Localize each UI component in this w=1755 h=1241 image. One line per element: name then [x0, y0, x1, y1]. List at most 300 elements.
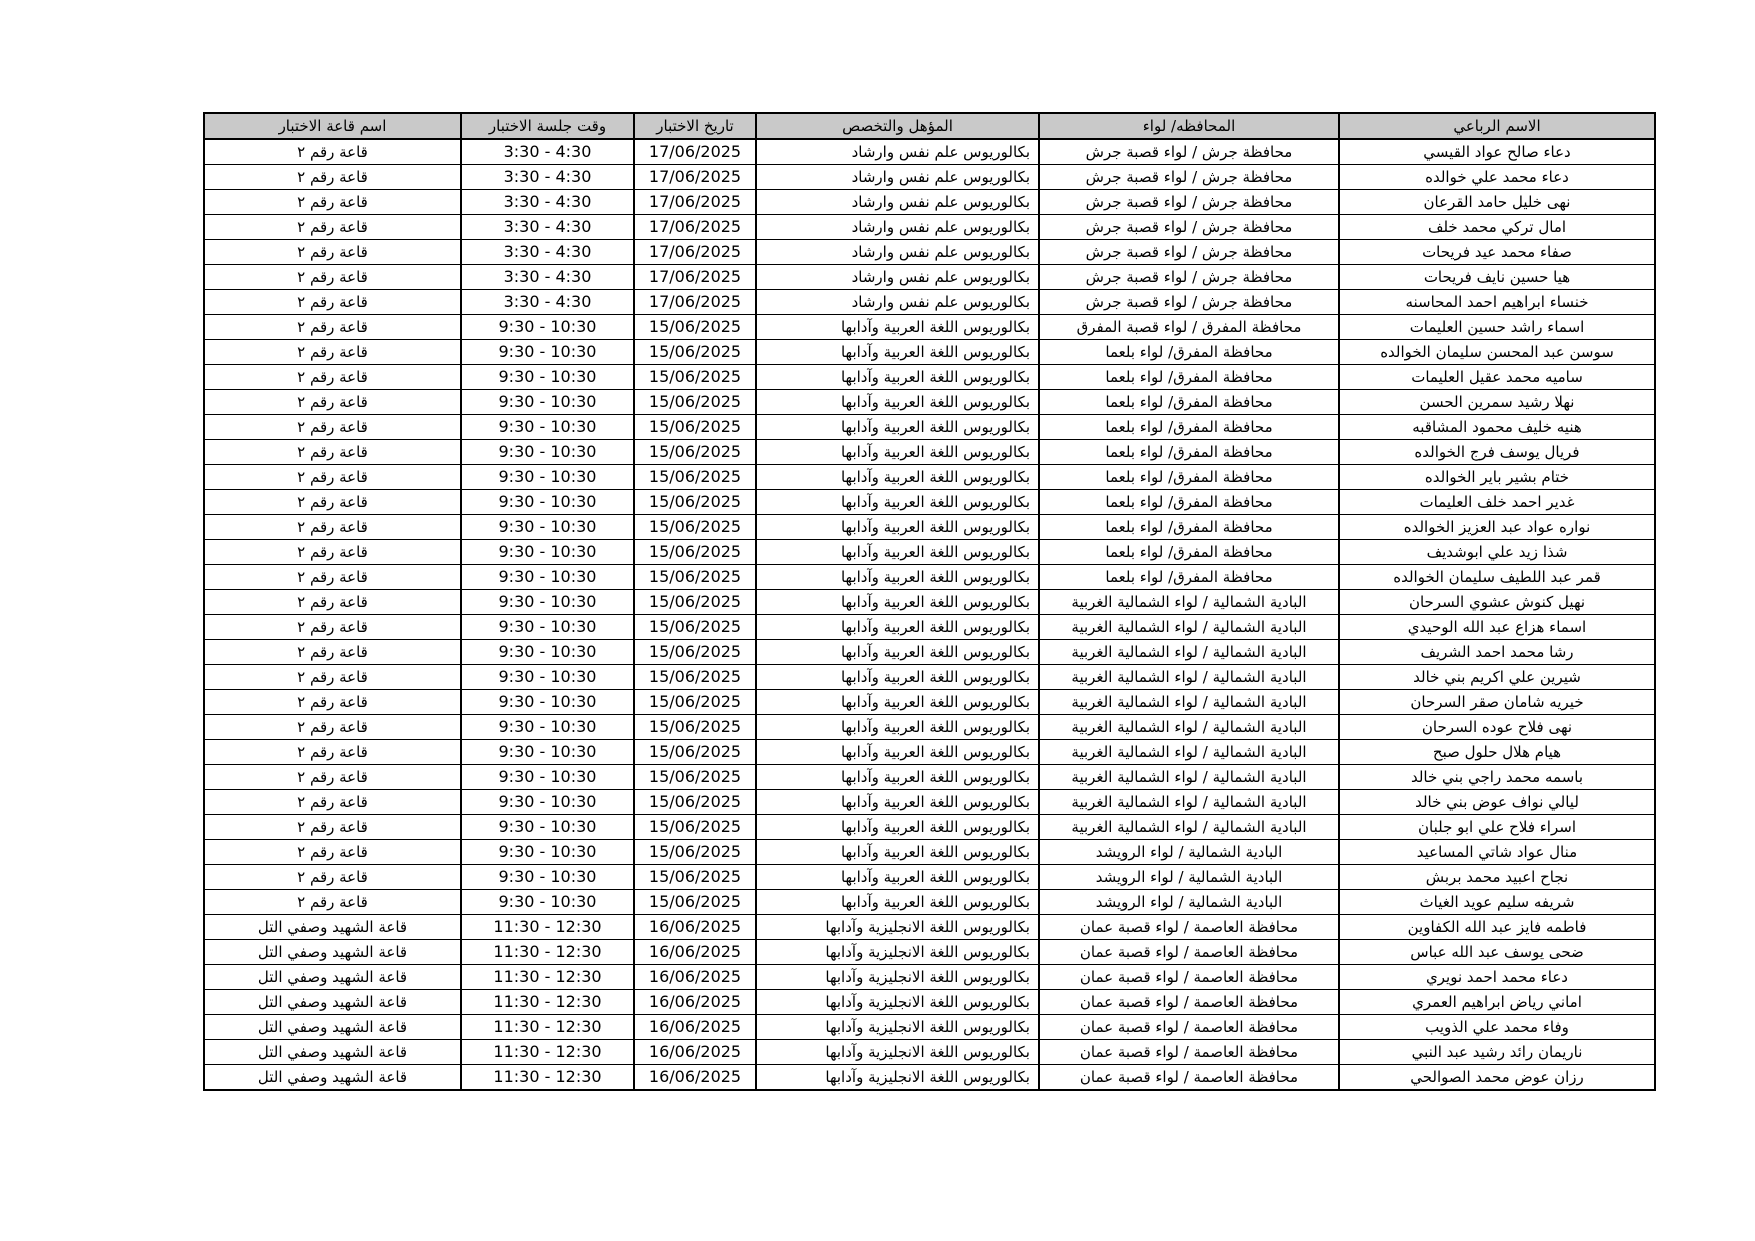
cell-governorate-text: محافظة جرش / لواء قصبة جرش — [1085, 218, 1293, 236]
cell-name-text: وفاء محمد علي الذويب — [1425, 1018, 1569, 1036]
cell-date-text: 15/06/2025 — [648, 567, 742, 586]
cell-room-text: قاعة رقم ٢ — [297, 643, 368, 661]
cell-name — [1339, 865, 1655, 890]
cell-specialty — [756, 1040, 1039, 1065]
cell-specialty-text: بكالوريوس اللغة العربية وآدابها — [840, 493, 1030, 511]
cell-governorate — [1039, 390, 1339, 415]
cell-governorate-text: محافظة المفرق/ لواء بلعما — [1105, 368, 1273, 386]
cell-name — [1339, 190, 1655, 215]
header-room: اسم قاعة الاختبار — [204, 113, 461, 139]
cell-time — [461, 465, 634, 490]
table-row — [204, 915, 1655, 940]
cell-date-text: 17/06/2025 — [648, 217, 742, 236]
cell-time — [461, 1040, 634, 1065]
cell-time-text: 9:30 - 10:30 — [498, 317, 597, 336]
cell-name — [1339, 840, 1655, 865]
cell-date-text: 15/06/2025 — [648, 467, 742, 486]
cell-date — [634, 790, 756, 815]
cell-specialty-text: بكالوريوس علم نفس وارشاد — [851, 218, 1030, 236]
table-row — [204, 865, 1655, 890]
cell-date — [634, 139, 756, 165]
cell-time — [461, 340, 634, 365]
cell-room-text: قاعة رقم ٢ — [297, 768, 368, 786]
table-row — [204, 790, 1655, 815]
cell-time — [461, 565, 634, 590]
cell-name-text: ليالي نواف عوض بني خالد — [1415, 793, 1579, 811]
cell-time-text: 9:30 - 10:30 — [498, 492, 597, 511]
cell-time — [461, 665, 634, 690]
cell-governorate-text: البادية الشمالية / لواء الشمالية الغربية — [1071, 668, 1307, 686]
table-row — [204, 990, 1655, 1015]
cell-date — [634, 240, 756, 265]
table-row — [204, 540, 1655, 565]
cell-specialty-text: بكالوريوس اللغة العربية وآدابها — [840, 768, 1030, 786]
cell-governorate-text: محافظة العاصمة / لواء قصبة عمان — [1079, 993, 1299, 1011]
cell-room-text: قاعة الشهيد وصفي التل — [257, 1043, 408, 1061]
cell-specialty — [756, 790, 1039, 815]
cell-time — [461, 690, 634, 715]
cell-name-text: نهى فلاح عوده السرحان — [1421, 718, 1573, 736]
cell-governorate — [1039, 690, 1339, 715]
cell-time-text: 11:30 - 12:30 — [493, 942, 602, 961]
cell-time — [461, 765, 634, 790]
exam-schedule-table — [203, 112, 1656, 1091]
cell-name — [1339, 565, 1655, 590]
cell-date — [634, 540, 756, 565]
cell-governorate — [1039, 515, 1339, 540]
cell-time-text: 9:30 - 10:30 — [498, 867, 597, 886]
cell-specialty-text: بكالوريوس علم نفس وارشاد — [851, 293, 1030, 311]
cell-name — [1339, 765, 1655, 790]
cell-name-text: دعاء محمد احمد نويري — [1426, 968, 1568, 986]
cell-governorate-text: البادية الشمالية / لواء الرويشد — [1095, 868, 1283, 886]
table-row — [204, 615, 1655, 640]
cell-date-text: 15/06/2025 — [648, 842, 742, 861]
cell-time-text: 3:30 - 4:30 — [503, 217, 592, 236]
cell-specialty-text: بكالوريوس علم نفس وارشاد — [851, 168, 1030, 186]
cell-governorate — [1039, 290, 1339, 315]
cell-name-text: اسماء راشد حسين العليمات — [1409, 318, 1585, 336]
cell-governorate — [1039, 165, 1339, 190]
cell-room-text: قاعة رقم ٢ — [297, 568, 368, 586]
cell-date-text: 15/06/2025 — [648, 492, 742, 511]
cell-governorate — [1039, 415, 1339, 440]
cell-date-text: 15/06/2025 — [648, 367, 742, 386]
cell-specialty — [756, 665, 1039, 690]
cell-specialty-text: بكالوريوس اللغة العربية وآدابها — [840, 518, 1030, 536]
cell-name — [1339, 665, 1655, 690]
cell-name-text: رزان عوض محمد الصوالحي — [1410, 1068, 1584, 1086]
cell-date-text: 17/06/2025 — [648, 267, 742, 286]
cell-room-text: قاعة رقم ٢ — [297, 793, 368, 811]
cell-date-text: 16/06/2025 — [648, 967, 742, 986]
cell-time — [461, 515, 634, 540]
cell-name-text: باسمه محمد راجي بني خالد — [1410, 768, 1584, 786]
cell-governorate — [1039, 840, 1339, 865]
cell-date — [634, 990, 756, 1015]
cell-room-text: قاعة رقم ٢ — [297, 143, 368, 161]
cell-name — [1339, 240, 1655, 265]
cell-room-text: قاعة رقم ٢ — [297, 718, 368, 736]
cell-room — [204, 1015, 461, 1040]
cell-name-text: خيريه شامان صقر السرحان — [1410, 693, 1584, 711]
cell-governorate-text: محافظة المفرق/ لواء بلعما — [1105, 568, 1273, 586]
cell-name — [1339, 715, 1655, 740]
cell-date — [634, 665, 756, 690]
cell-date-text: 16/06/2025 — [648, 1017, 742, 1036]
cell-name-text: ناريمان رائد رشيد عبد النبي — [1411, 1043, 1583, 1061]
cell-time-text: 9:30 - 10:30 — [498, 742, 597, 761]
cell-name — [1339, 790, 1655, 815]
cell-date — [634, 865, 756, 890]
cell-specialty-text: بكالوريوس اللغة العربية وآدابها — [840, 468, 1030, 486]
cell-room — [204, 415, 461, 440]
cell-room-text: قاعة رقم ٢ — [297, 743, 368, 761]
cell-specialty-text: بكالوريوس علم نفس وارشاد — [851, 193, 1030, 211]
cell-governorate — [1039, 490, 1339, 515]
cell-room-text: قاعة رقم ٢ — [297, 618, 368, 636]
cell-room — [204, 915, 461, 940]
cell-time — [461, 615, 634, 640]
cell-room-text: قاعة الشهيد وصفي التل — [257, 993, 408, 1011]
cell-date-text: 15/06/2025 — [648, 617, 742, 636]
table-row — [204, 1015, 1655, 1040]
cell-date — [634, 965, 756, 990]
cell-time — [461, 865, 634, 890]
cell-time-text: 9:30 - 10:30 — [498, 667, 597, 686]
cell-governorate — [1039, 215, 1339, 240]
cell-date — [634, 465, 756, 490]
table-row — [204, 515, 1655, 540]
table-row — [204, 215, 1655, 240]
cell-room — [204, 440, 461, 465]
cell-governorate — [1039, 965, 1339, 990]
cell-date-text: 15/06/2025 — [648, 317, 742, 336]
cell-time — [461, 165, 634, 190]
cell-governorate — [1039, 365, 1339, 390]
cell-specialty — [756, 165, 1039, 190]
cell-specialty — [756, 940, 1039, 965]
table-row — [204, 590, 1655, 615]
cell-time — [461, 840, 634, 865]
cell-time — [461, 390, 634, 415]
cell-governorate-text: محافظة جرش / لواء قصبة جرش — [1085, 268, 1293, 286]
cell-governorate — [1039, 1065, 1339, 1091]
cell-specialty — [756, 190, 1039, 215]
cell-room — [204, 565, 461, 590]
cell-name-text: قمر عبد اللطيف سليمان الخوالده — [1393, 568, 1601, 586]
table-row — [204, 165, 1655, 190]
cell-name-text: صفاء محمد عيد فريحات — [1422, 243, 1572, 261]
cell-time — [461, 440, 634, 465]
cell-specialty — [756, 690, 1039, 715]
cell-time-text: 9:30 - 10:30 — [498, 767, 597, 786]
header-time: وقت جلسة الاختبار — [461, 113, 634, 139]
table-header — [204, 113, 1655, 139]
table-row — [204, 765, 1655, 790]
cell-specialty — [756, 290, 1039, 315]
cell-specialty — [756, 390, 1039, 415]
cell-room — [204, 265, 461, 290]
cell-time — [461, 265, 634, 290]
cell-date-text: 15/06/2025 — [648, 542, 742, 561]
header-date: تاريخ الاختبار — [634, 113, 756, 139]
table-row — [204, 415, 1655, 440]
cell-governorate-text: البادية الشمالية / لواء الشمالية الغربية — [1071, 718, 1307, 736]
cell-date — [634, 290, 756, 315]
cell-name-text: دعاء صالح عواد القيسي — [1423, 143, 1571, 161]
cell-specialty-text: بكالوريوس علم نفس وارشاد — [851, 243, 1030, 261]
cell-date-text: 15/06/2025 — [648, 342, 742, 361]
cell-governorate — [1039, 340, 1339, 365]
cell-name-text: ختام بشير باير الخوالده — [1424, 468, 1570, 486]
cell-governorate-text: محافظة المفرق / لواء قصبة المفرق — [1076, 318, 1302, 336]
cell-time-text: 11:30 - 12:30 — [493, 917, 602, 936]
cell-date — [634, 590, 756, 615]
cell-time — [461, 965, 634, 990]
cell-date — [634, 740, 756, 765]
cell-specialty-text: بكالوريوس اللغة العربية وآدابها — [840, 668, 1030, 686]
cell-time — [461, 1065, 634, 1091]
cell-time — [461, 139, 634, 165]
cell-specialty — [756, 540, 1039, 565]
cell-date — [634, 565, 756, 590]
cell-date-text: 15/06/2025 — [648, 517, 742, 536]
cell-name-text: اسراء فلاح علي ابو جلبان — [1418, 818, 1576, 836]
cell-date-text: 15/06/2025 — [648, 792, 742, 811]
cell-specialty — [756, 139, 1039, 165]
cell-specialty-text: بكالوريوس اللغة العربية وآدابها — [840, 693, 1030, 711]
cell-time-text: 9:30 - 10:30 — [498, 342, 597, 361]
cell-time-text: 9:30 - 10:30 — [498, 517, 597, 536]
cell-name — [1339, 990, 1655, 1015]
cell-governorate-text: البادية الشمالية / لواء الشمالية الغربية — [1071, 593, 1307, 611]
cell-room — [204, 940, 461, 965]
cell-governorate-text: البادية الشمالية / لواء الشمالية الغربية — [1071, 793, 1307, 811]
cell-governorate — [1039, 740, 1339, 765]
cell-date-text: 16/06/2025 — [648, 942, 742, 961]
cell-specialty-text: بكالوريوس اللغة العربية وآدابها — [840, 318, 1030, 336]
cell-specialty-text: بكالوريوس اللغة العربية وآدابها — [840, 543, 1030, 561]
cell-time-text: 9:30 - 10:30 — [498, 392, 597, 411]
cell-name — [1339, 465, 1655, 490]
cell-room-text: قاعة رقم ٢ — [297, 818, 368, 836]
cell-governorate — [1039, 615, 1339, 640]
cell-date — [634, 215, 756, 240]
cell-specialty — [756, 265, 1039, 290]
cell-specialty-text: بكالوريوس علم نفس وارشاد — [851, 268, 1030, 286]
cell-name-text: رشا محمد احمد الشريف — [1420, 643, 1574, 661]
cell-date — [634, 715, 756, 740]
cell-specialty — [756, 865, 1039, 890]
cell-governorate-text: محافظة العاصمة / لواء قصبة عمان — [1079, 1068, 1299, 1086]
cell-name — [1339, 915, 1655, 940]
cell-room — [204, 865, 461, 890]
cell-date — [634, 765, 756, 790]
cell-room-text: قاعة رقم ٢ — [297, 343, 368, 361]
cell-room-text: قاعة رقم ٢ — [297, 193, 368, 211]
cell-time-text: 11:30 - 12:30 — [493, 1067, 602, 1086]
cell-date — [634, 1065, 756, 1091]
table-row — [204, 565, 1655, 590]
cell-governorate — [1039, 915, 1339, 940]
cell-date-text: 17/06/2025 — [648, 242, 742, 261]
cell-time-text: 11:30 - 12:30 — [493, 967, 602, 986]
cell-room-text: قاعة رقم ٢ — [297, 893, 368, 911]
cell-governorate — [1039, 190, 1339, 215]
cell-time-text: 9:30 - 10:30 — [498, 642, 597, 661]
cell-name — [1339, 590, 1655, 615]
cell-name — [1339, 890, 1655, 915]
cell-room — [204, 165, 461, 190]
cell-governorate — [1039, 815, 1339, 840]
cell-time-text: 9:30 - 10:30 — [498, 467, 597, 486]
cell-governorate-text: البادية الشمالية / لواء الرويشد — [1095, 843, 1283, 861]
cell-specialty — [756, 965, 1039, 990]
cell-specialty — [756, 215, 1039, 240]
cell-governorate — [1039, 890, 1339, 915]
cell-room — [204, 790, 461, 815]
cell-governorate-text: البادية الشمالية / لواء الشمالية الغربية — [1071, 818, 1307, 836]
cell-governorate — [1039, 465, 1339, 490]
cell-time — [461, 790, 634, 815]
cell-name — [1339, 415, 1655, 440]
cell-name-text: هيا حسين نايف فريحات — [1423, 268, 1571, 286]
cell-specialty-text: بكالوريوس اللغة العربية وآدابها — [840, 643, 1030, 661]
cell-name — [1339, 165, 1655, 190]
cell-time-text: 3:30 - 4:30 — [503, 292, 592, 311]
cell-room — [204, 840, 461, 865]
cell-room-text: قاعة رقم ٢ — [297, 418, 368, 436]
cell-name — [1339, 940, 1655, 965]
cell-name-text: سوسن عبد المحسن سليمان الخوالده — [1380, 343, 1614, 361]
cell-time — [461, 815, 634, 840]
cell-specialty-text: بكالوريوس اللغة العربية وآدابها — [840, 418, 1030, 436]
cell-date — [634, 315, 756, 340]
cell-name — [1339, 1065, 1655, 1091]
table-body — [204, 139, 1655, 1090]
cell-governorate-text: محافظة العاصمة / لواء قصبة عمان — [1079, 943, 1299, 961]
cell-governorate-text: محافظة العاصمة / لواء قصبة عمان — [1079, 918, 1299, 936]
cell-name-text: نهى خليل حامد القرعان — [1423, 193, 1571, 211]
cell-specialty — [756, 1065, 1039, 1091]
cell-date — [634, 440, 756, 465]
cell-room — [204, 190, 461, 215]
cell-governorate-text: محافظة العاصمة / لواء قصبة عمان — [1079, 1018, 1299, 1036]
cell-specialty — [756, 915, 1039, 940]
cell-governorate-text: محافظة جرش / لواء قصبة جرش — [1085, 193, 1293, 211]
cell-time — [461, 415, 634, 440]
table-row — [204, 1040, 1655, 1065]
cell-name — [1339, 315, 1655, 340]
cell-room-text: قاعة الشهيد وصفي التل — [257, 1068, 408, 1086]
cell-date — [634, 340, 756, 365]
cell-governorate-text: محافظة المفرق/ لواء بلعما — [1105, 443, 1273, 461]
cell-date — [634, 490, 756, 515]
cell-time — [461, 990, 634, 1015]
cell-specialty-text: بكالوريوس اللغة العربية وآدابها — [840, 368, 1030, 386]
cell-specialty — [756, 315, 1039, 340]
cell-governorate — [1039, 540, 1339, 565]
cell-room-text: قاعة رقم ٢ — [297, 393, 368, 411]
cell-specialty — [756, 1015, 1039, 1040]
cell-room — [204, 215, 461, 240]
cell-name-text: خنساء ابراهيم احمد المحاسنه — [1405, 293, 1589, 311]
cell-specialty — [756, 440, 1039, 465]
cell-governorate — [1039, 265, 1339, 290]
cell-specialty-text: بكالوريوس اللغة الانجليزية وآدابها — [825, 943, 1030, 961]
cell-specialty-text: بكالوريوس اللغة الانجليزية وآدابها — [825, 918, 1030, 936]
cell-name-text: اسماء هزاع عبد الله الوحيدي — [1407, 618, 1587, 636]
cell-room — [204, 1040, 461, 1065]
cell-date — [634, 1015, 756, 1040]
cell-specialty-text: بكالوريوس اللغة العربية وآدابها — [840, 618, 1030, 636]
cell-time-text: 9:30 - 10:30 — [498, 692, 597, 711]
cell-name-text: اماني رياض ابراهيم العمري — [1412, 993, 1582, 1011]
cell-room-text: قاعة رقم ٢ — [297, 293, 368, 311]
cell-name-text: هيام هلال حلول صبح — [1432, 743, 1562, 761]
cell-room — [204, 640, 461, 665]
cell-name-text: فريال يوسف فرج الخوالده — [1414, 443, 1580, 461]
cell-name — [1339, 440, 1655, 465]
cell-specialty — [756, 815, 1039, 840]
cell-time-text: 3:30 - 4:30 — [503, 267, 592, 286]
cell-date — [634, 165, 756, 190]
cell-name-text: ساميه محمد عقيل العليمات — [1411, 368, 1583, 386]
cell-date — [634, 915, 756, 940]
cell-specialty-text: بكالوريوس اللغة العربية وآدابها — [840, 568, 1030, 586]
cell-room — [204, 765, 461, 790]
cell-room — [204, 815, 461, 840]
cell-name-text: غدير احمد خلف العليمات — [1419, 493, 1575, 511]
header-specialty: المؤهل والتخصص — [756, 113, 1039, 139]
cell-name-text: شذا زيد علي ابوشديف — [1426, 543, 1568, 561]
table-row — [204, 315, 1655, 340]
cell-room-text: قاعة رقم ٢ — [297, 243, 368, 261]
cell-name — [1339, 215, 1655, 240]
cell-name-text: هنيه خليف محمود المشاقبه — [1412, 418, 1582, 436]
table-row — [204, 390, 1655, 415]
cell-name-text: شيرين علي اكريم بني خالد — [1413, 668, 1581, 686]
cell-date — [634, 840, 756, 865]
cell-date — [634, 415, 756, 440]
cell-governorate — [1039, 240, 1339, 265]
cell-specialty — [756, 240, 1039, 265]
cell-name — [1339, 365, 1655, 390]
cell-specialty-text: بكالوريوس اللغة الانجليزية وآدابها — [825, 1068, 1030, 1086]
table-row — [204, 640, 1655, 665]
cell-governorate-text: البادية الشمالية / لواء الشمالية الغربية — [1071, 743, 1307, 761]
cell-specialty — [756, 990, 1039, 1015]
cell-time-text: 3:30 - 4:30 — [503, 242, 592, 261]
cell-room-text: قاعة الشهيد وصفي التل — [257, 943, 408, 961]
cell-specialty — [756, 515, 1039, 540]
cell-room — [204, 890, 461, 915]
cell-time — [461, 1015, 634, 1040]
cell-date-text: 16/06/2025 — [648, 1067, 742, 1086]
cell-specialty-text: بكالوريوس اللغة العربية وآدابها — [840, 843, 1030, 861]
cell-date-text: 17/06/2025 — [648, 142, 742, 161]
cell-time-text: 9:30 - 10:30 — [498, 617, 597, 636]
cell-governorate — [1039, 640, 1339, 665]
table-row — [204, 340, 1655, 365]
cell-room — [204, 665, 461, 690]
cell-name — [1339, 139, 1655, 165]
cell-date — [634, 190, 756, 215]
cell-room — [204, 515, 461, 540]
cell-name-text: نجاح اعبيد محمد بربش — [1425, 868, 1569, 886]
cell-specialty-text: بكالوريوس اللغة الانجليزية وآدابها — [825, 1018, 1030, 1036]
